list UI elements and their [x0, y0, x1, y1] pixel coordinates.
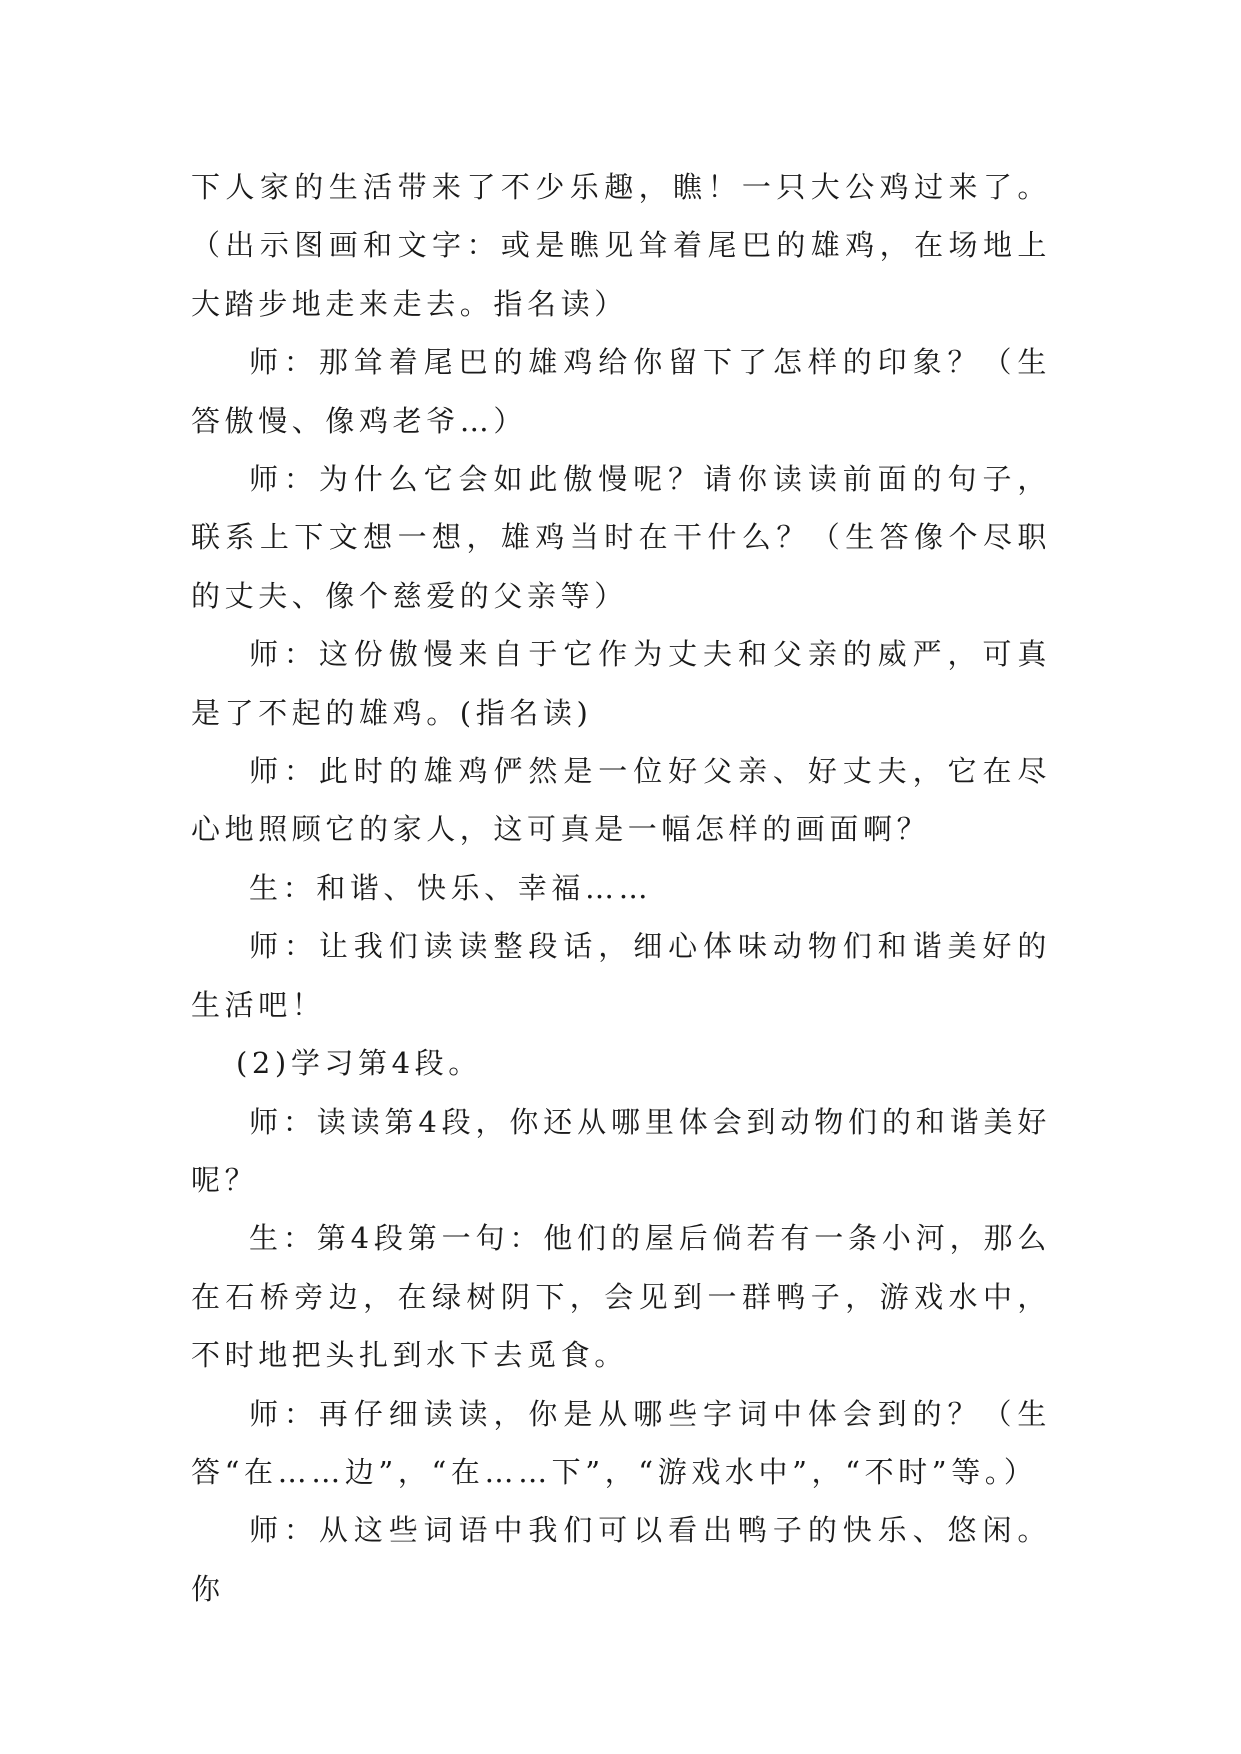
paragraph-teacher-question-why: 师：为什么它会如此傲慢呢？请你读读前面的句子，联系上下文想一想，雄鸡当时在干什么？（生答像个尽职的丈夫、像个慈爱的父亲等）: [191, 462, 1051, 613]
paragraph-teacher-question-impression: 师：那耸着尾巴的雄鸡给你留下了怎样的印象？（生答傲慢、像鸡老爷…）: [191, 345, 1051, 438]
section-heading-study-paragraph-4: (2)学习第4段。: [235, 1046, 482, 1081]
paragraph-teacher-read-4: 师：读读第4段，你还从哪里体会到动物们的和谐美好呢？: [191, 1104, 1051, 1197]
paragraph-teacher-picture: 师：此时的雄鸡俨然是一位好父亲、好丈夫，它在尽心地照顾它的家人，这可真是一幅怎样的画面啊？: [191, 754, 1051, 847]
paragraph-student-answer: 生：和谐、快乐、幸福……: [249, 870, 653, 905]
document-body: [191, 158, 1051, 1618]
paragraph-teacher-read-whole: 师：让我们读读整段话，细心体味动物们和谐美好的生活吧！: [191, 929, 1051, 1022]
paragraph-student-first-sentence: 生：第4段第一句：他们的屋后倘若有一条小河，那么在石桥旁边，在绿树阴下，会见到一群鸭子，游戏水中，不时地把头扎到水下去觅食。: [191, 1221, 1051, 1373]
paragraph-teacher-dignity: 师：这份傲慢来自于它作为丈夫和父亲的威严，可真是了不起的雄鸡。(指名读): [191, 637, 1051, 730]
paragraph-continuation: 下人家的生活带来了不少乐趣，瞧！一只大公鸡过来了。（出示图画和文字：或是瞧见耸着尾巴的雄鸡，在场地上大踏步地走来走去。指名读）: [191, 170, 1051, 321]
paragraph-teacher-ducks: 师：从这些词语中我们可以看出鸭子的快乐、悠闲。你: [191, 1513, 1051, 1606]
paragraph-teacher-words: 师：再仔细读读，你是从哪些字词中体会到的？（生答“在……边”，“在……下”，“游戏水中”，“不时”等。）: [191, 1396, 1051, 1489]
